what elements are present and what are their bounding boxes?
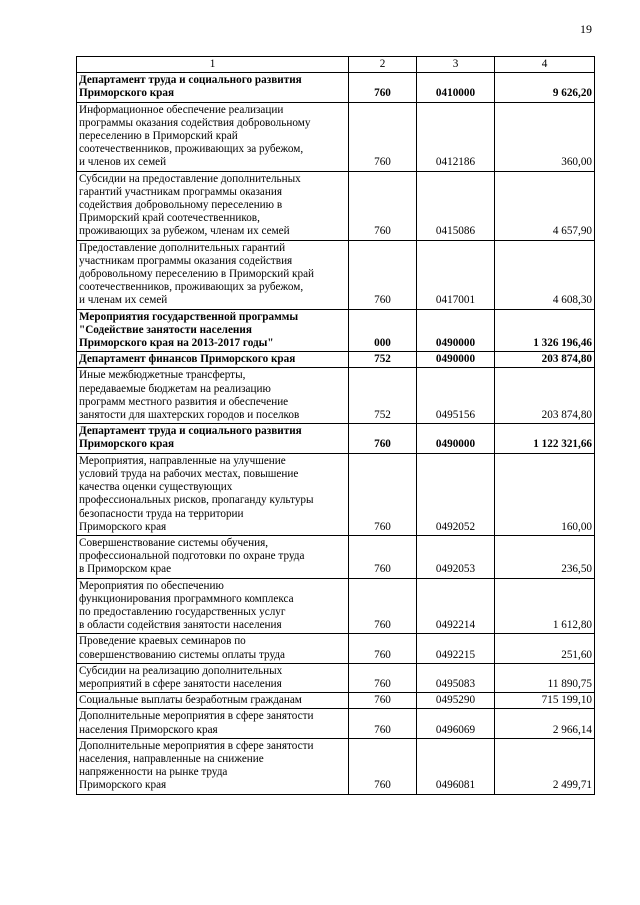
row-department-code: 760 [349,578,417,634]
row-name-cell [77,634,349,663]
table-row [77,352,595,368]
row-name: Предоставление дополнительных гарантий участникам программы оказания содействия добровольному переселению в Приморский край соотечественников, проживающих за рубежом, и членам их семей [79,241,315,307]
row-target-article-code: 0410000 [417,73,495,102]
row-department-code: 752 [349,368,417,424]
table-row [77,424,595,453]
table-row [77,368,595,424]
row-target-article-code: 0490000 [417,424,495,453]
row-target-article-code: 0495290 [417,693,495,709]
row-amount: 11 890,75 [495,663,595,692]
row-name-cell [77,453,349,535]
row-department-code: 760 [349,102,417,171]
table-row [77,634,595,663]
row-amount: 160,00 [495,453,595,535]
row-amount: 236,50 [495,535,595,578]
row-amount: 9 626,20 [495,73,595,102]
row-amount: 2 499,71 [495,738,595,794]
row-name-cell [77,424,349,453]
table-row [77,309,595,352]
table-row [77,240,595,309]
row-target-article-code: 0412186 [417,102,495,171]
row-amount: 4 608,30 [495,240,595,309]
row-name-cell [77,738,349,794]
row-name: Мероприятия государственной программы "Содействие занятости населения Приморского края на 2013-2017 годы" [79,310,299,350]
row-name-cell [77,171,349,240]
row-target-article-code: 0492053 [417,535,495,578]
header-col-3: 3 [417,57,495,73]
row-name: Мероприятия по обеспечению функционирования программного комплекса по предоставлению государственных услуг в области содействия занятости населения [79,579,294,632]
row-amount: 2 966,14 [495,709,595,738]
row-name: Проведение краевых семинаров по совершенствованию системы оплаты труда [79,635,286,661]
row-name-cell [77,352,349,368]
row-department-code: 760 [349,709,417,738]
row-amount: 1 612,80 [495,578,595,634]
row-department-code: 000 [349,309,417,352]
row-amount: 360,00 [495,102,595,171]
row-name-cell [77,693,349,709]
row-target-article-code: 0490000 [417,352,495,368]
table-row [77,663,595,692]
row-name: Департамент финансов Приморского края [79,353,296,366]
row-target-article-code: 0415086 [417,171,495,240]
row-target-article-code: 0496081 [417,738,495,794]
row-name: Социальные выплаты безработным гражданам [79,694,302,707]
row-name: Мероприятия, направленные на улучшение условий труда на рабочих местах, повышение качества оценки существующих профессиональных рисков, пропаганду культуры безопасности труда на территории Приморского края [79,454,314,533]
page-number: 19 [580,22,592,36]
row-amount: 251,60 [495,634,595,663]
row-department-code: 760 [349,693,417,709]
header-col-4: 4 [495,57,595,73]
header-row [77,57,595,73]
header-col-1: 1 [77,57,349,73]
row-name-cell [77,73,349,102]
row-amount: 1 326 196,46 [495,309,595,352]
row-target-article-code: 0492052 [417,453,495,535]
row-department-code: 760 [349,535,417,578]
row-target-article-code: 0417001 [417,240,495,309]
row-name-cell [77,309,349,352]
row-target-article-code: 0492215 [417,634,495,663]
row-amount: 4 657,90 [495,171,595,240]
table-row [77,738,595,794]
row-name-cell [77,663,349,692]
row-name-cell [77,578,349,634]
table-row [77,102,595,171]
row-amount: 203 874,80 [495,368,595,424]
row-target-article-code: 0492214 [417,578,495,634]
row-target-article-code: 0495083 [417,663,495,692]
row-name: Информационное обеспечение реализации программы оказания содействия добровольному переселению в Приморский край соотечественников, проживающих за рубежом, и членов их семей [79,103,311,169]
row-target-article-code: 0495156 [417,368,495,424]
row-name: Дополнительные мероприятия в сфере занятости населения, направленные на снижение напряженности на рынке труда Приморского края [79,739,314,792]
row-name: Субсидии на реализацию дополнительных мероприятий в сфере занятости населения [79,664,283,690]
row-department-code: 760 [349,634,417,663]
row-name: Субсидии на предоставление дополнительных гарантий участникам программы оказания содействия добровольному переселению в Приморский край соотечественников, проживающих за рубежом, членам их семей [79,172,301,238]
row-target-article-code: 0496069 [417,709,495,738]
row-target-article-code: 0490000 [417,309,495,352]
row-name-cell [77,102,349,171]
table-row [77,535,595,578]
row-name: Департамент труда и социального развития Приморского края [79,425,302,451]
row-department-code: 760 [349,738,417,794]
table-row [77,693,595,709]
row-amount: 1 122 321,66 [495,424,595,453]
budget-table [76,56,595,795]
table-row [77,578,595,634]
row-name-cell [77,368,349,424]
row-name: Дополнительные мероприятия в сфере занятости населения Приморского края [79,710,314,736]
table-row [77,453,595,535]
table-row [77,171,595,240]
row-department-code: 760 [349,171,417,240]
row-department-code: 760 [349,663,417,692]
row-amount: 715 199,10 [495,693,595,709]
row-name: Иные межбюджетные трансферты, передаваемые бюджетам на реализацию программ местного развития и обеспечение занятости для шахтерских городов и поселков [79,369,300,422]
table-body [77,73,595,794]
row-name-cell [77,535,349,578]
row-department-code: 760 [349,240,417,309]
table-row [77,709,595,738]
row-amount: 203 874,80 [495,352,595,368]
row-name-cell [77,240,349,309]
row-department-code: 752 [349,352,417,368]
row-department-code: 760 [349,453,417,535]
row-name: Департамент труда и социального развития Приморского края [79,74,302,100]
row-name-cell [77,709,349,738]
header-col-2: 2 [349,57,417,73]
table-header [77,57,595,73]
row-name: Совершенствование системы обучения, профессиональной подготовки по охране труда в Приморском крае [79,536,305,576]
row-department-code: 760 [349,424,417,453]
row-department-code: 760 [349,73,417,102]
table-row [77,73,595,102]
